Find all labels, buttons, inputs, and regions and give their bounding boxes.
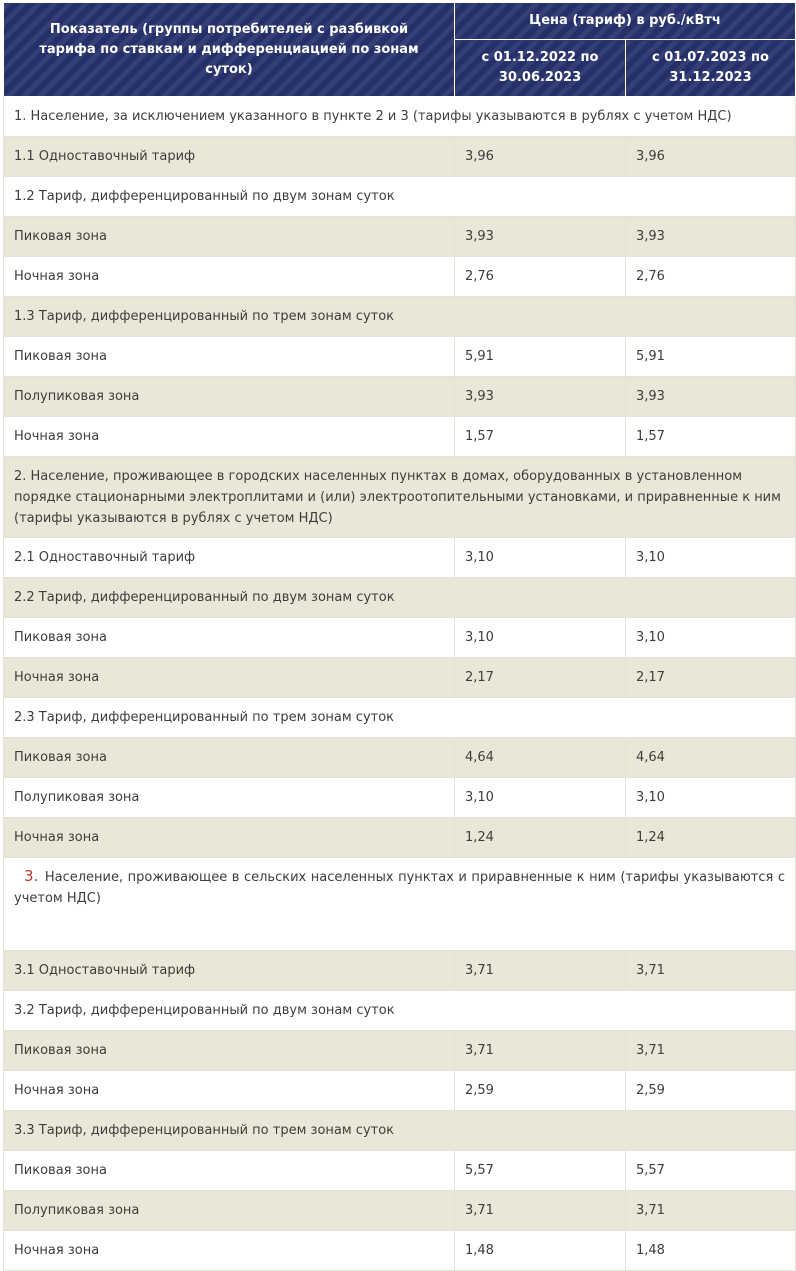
tariff-table-wrapper	[3, 2, 795, 1271]
section-label: 1.2 Тариф, дифференцированный по двум зонам суток	[14, 189, 395, 204]
row-label: Ночная зона	[4, 257, 455, 297]
table-header	[4, 3, 796, 97]
table-row	[4, 417, 796, 457]
section-number: 3.	[24, 867, 39, 885]
row-label: 1.1 Одноставочный тариф	[4, 137, 455, 177]
price-period2: 1,57	[626, 417, 796, 457]
table-row	[4, 658, 796, 698]
section-row	[4, 97, 796, 137]
row-label: Пиковая зона	[4, 618, 455, 658]
row-label: Ночная зона	[4, 658, 455, 698]
table-row	[4, 951, 796, 991]
price-header: Цена (тариф) в руб./кВтч	[455, 3, 796, 40]
price-period1: 1,48	[455, 1231, 626, 1271]
table-row	[4, 1151, 796, 1191]
price-period1: 2,17	[455, 658, 626, 698]
section-cell	[4, 457, 796, 538]
price-period1: 3,10	[455, 538, 626, 578]
price-period2: 3,10	[626, 778, 796, 818]
table-row	[4, 738, 796, 778]
row-label: Полупиковая зона	[4, 778, 455, 818]
row-label: Ночная зона	[4, 417, 455, 457]
price-period2: 2,17	[626, 658, 796, 698]
price-period1: 4,64	[455, 738, 626, 778]
row-label: Пиковая зона	[4, 738, 455, 778]
price-period2: 3,96	[626, 137, 796, 177]
table-row	[4, 337, 796, 377]
price-period2: 3,71	[626, 1191, 796, 1231]
row-label: Пиковая зона	[4, 217, 455, 257]
section-row	[4, 177, 796, 217]
section-cell	[4, 698, 796, 738]
table-row	[4, 1231, 796, 1271]
section-label: 3.2 Тариф, дифференцированный по двум зонам суток	[14, 1003, 395, 1018]
price-period2: 2,59	[626, 1071, 796, 1111]
section-row	[4, 297, 796, 337]
indicator-header: Показатель (группы потребителей с разбивкой тарифа по ставкам и дифференциацией по зонам суток)	[4, 3, 455, 97]
row-label: Пиковая зона	[4, 1031, 455, 1071]
section-row	[4, 457, 796, 538]
price-period2: 4,64	[626, 738, 796, 778]
price-period1: 1,57	[455, 417, 626, 457]
price-period1: 3,71	[455, 951, 626, 991]
price-period1: 3,93	[455, 217, 626, 257]
price-period2: 3,10	[626, 538, 796, 578]
price-period1: 3,93	[455, 377, 626, 417]
section-cell	[4, 1111, 796, 1151]
section-row	[4, 991, 796, 1031]
tariff-table	[3, 2, 796, 1271]
price-period1: 2,59	[455, 1071, 626, 1111]
section-cell	[4, 297, 796, 337]
price-period1: 3,71	[455, 1191, 626, 1231]
table-row	[4, 217, 796, 257]
price-period2: 5,91	[626, 337, 796, 377]
period2-header: с 01.07.2023 по 31.12.2023	[626, 40, 796, 97]
table-row	[4, 618, 796, 658]
table-row	[4, 818, 796, 858]
section-cell	[4, 97, 796, 137]
table-body	[4, 97, 796, 1271]
table-row	[4, 538, 796, 578]
price-period1: 1,24	[455, 818, 626, 858]
price-period1: 3,71	[455, 1031, 626, 1071]
section-label: 2.2 Тариф, дифференцированный по двум зонам суток	[14, 590, 395, 605]
row-label: Ночная зона	[4, 1231, 455, 1271]
period1-header: с 01.12.2022 по 30.06.2023	[455, 40, 626, 97]
section-row	[4, 698, 796, 738]
table-row	[4, 377, 796, 417]
table-row	[4, 257, 796, 297]
section-cell	[4, 991, 796, 1031]
table-row	[4, 1031, 796, 1071]
section-row	[4, 1111, 796, 1151]
price-period1: 3,10	[455, 618, 626, 658]
price-period2: 1,48	[626, 1231, 796, 1271]
price-period1: 5,57	[455, 1151, 626, 1191]
row-label: Пиковая зона	[4, 337, 455, 377]
section-label: Население, проживающее в сельских населенных пунктах и приравненные к ним (тарифы указываются с учетом НДС)	[14, 870, 785, 906]
section-cell	[4, 578, 796, 618]
price-period2: 1,24	[626, 818, 796, 858]
section-row	[4, 858, 796, 951]
section-label: 3.3 Тариф, дифференцированный по трем зонам суток	[14, 1123, 395, 1138]
section-label: 2. Население, проживающее в городских населенных пунктах в домах, оборудованных в установленном порядке стационарными электроплитами и (или) электроотопительными установками, и приравненные к ним (тарифы указываются в рублях с учетом НДС)	[14, 468, 781, 526]
price-period1: 3,96	[455, 137, 626, 177]
price-period2: 3,71	[626, 951, 796, 991]
price-period2: 3,71	[626, 1031, 796, 1071]
section-row	[4, 578, 796, 618]
table-row	[4, 1071, 796, 1111]
row-label: Полупиковая зона	[4, 1191, 455, 1231]
price-period1: 2,76	[455, 257, 626, 297]
section-label: 2.3 Тариф, дифференцированный по трем зонам суток	[14, 710, 395, 725]
table-row	[4, 137, 796, 177]
price-period2: 2,76	[626, 257, 796, 297]
price-period2: 3,10	[626, 618, 796, 658]
price-period2: 3,93	[626, 377, 796, 417]
section-cell	[4, 177, 796, 217]
table-row	[4, 778, 796, 818]
row-label: 3.1 Одноставочный тариф	[4, 951, 455, 991]
row-label: 2.1 Одноставочный тариф	[4, 538, 455, 578]
price-period2: 5,57	[626, 1151, 796, 1191]
price-period2: 3,93	[626, 217, 796, 257]
row-label: Полупиковая зона	[4, 377, 455, 417]
section-cell	[4, 858, 796, 951]
section-label: 1.3 Тариф, дифференцированный по трем зонам суток	[14, 309, 395, 324]
row-label: Ночная зона	[4, 818, 455, 858]
row-label: Ночная зона	[4, 1071, 455, 1111]
section-label: 1. Население, за исключением указанного в пункте 2 и 3 (тарифы указываются в рублях с учетом НДС)	[14, 109, 732, 124]
price-period1: 3,10	[455, 778, 626, 818]
table-row	[4, 1191, 796, 1231]
price-period1: 5,91	[455, 337, 626, 377]
row-label: Пиковая зона	[4, 1151, 455, 1191]
